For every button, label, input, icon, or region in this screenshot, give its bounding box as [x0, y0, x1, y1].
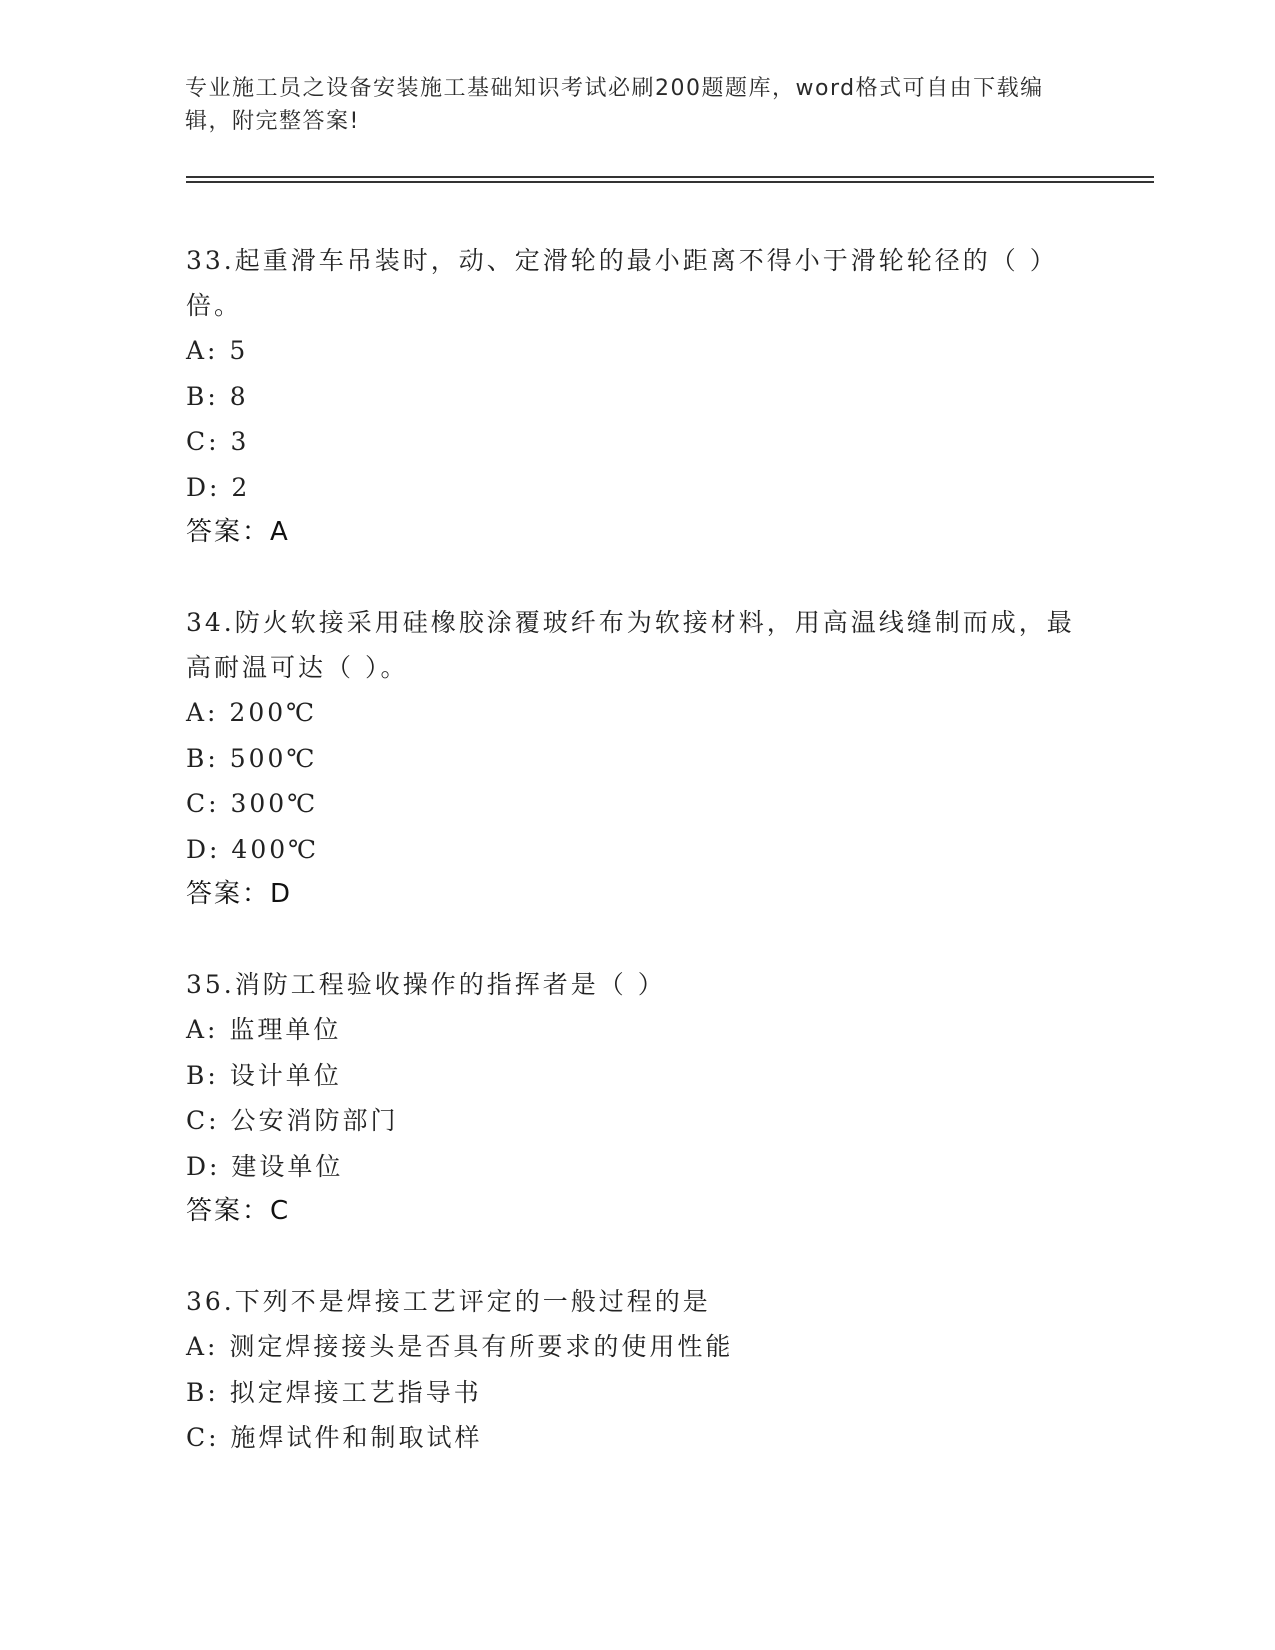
question-stem: 34.防火软接采用硅橡胶涂覆玻纤布为软接材料，用高温线缝制而成，最高耐温可达（ ）。: [186, 608, 1075, 682]
question-34: [186, 600, 1086, 917]
question-stem: 35.消防工程验收操作的指挥者是（ ）: [186, 970, 666, 999]
header-divider-bottom: [186, 181, 1154, 183]
option-a: A: 测定焊接接头是否具有所要求的使用性能: [186, 1332, 734, 1361]
option-c: C: 3: [186, 427, 250, 456]
option-b: B: 500℃: [186, 743, 318, 773]
question-35: [186, 962, 1086, 1234]
option-c: C: 施焊试件和制取试样: [186, 1423, 483, 1452]
question-33: [186, 238, 1086, 555]
option-d: D: 建设单位: [186, 1151, 344, 1181]
option-b: B: 设计单位: [186, 1060, 342, 1090]
option-c: C: 公安消防部门: [186, 1106, 399, 1135]
option-a: A: 200℃: [186, 698, 318, 727]
option-b: B: 拟定焊接工艺指导书: [186, 1377, 482, 1407]
answer-line: 答案：A: [186, 517, 290, 547]
option-a: A: 5: [186, 336, 249, 365]
question-list: [186, 238, 1086, 1506]
option-b: B: 8: [186, 381, 249, 411]
option-c: C: 300℃: [186, 789, 319, 818]
question-36: [186, 1279, 1086, 1461]
answer-line: 答案：D: [186, 879, 293, 909]
option-d: D: 2: [186, 472, 251, 502]
question-stem: 33.起重滑车吊装时，动、定滑轮的最小距离不得小于滑轮轮径的（ ）倍。: [186, 246, 1058, 320]
answer-line: 答案：C: [186, 1196, 291, 1226]
question-stem: 36.下列不是焊接工艺评定的一般过程的是: [186, 1287, 711, 1316]
option-a: A: 监理单位: [186, 1015, 342, 1044]
header-divider-top: [186, 176, 1154, 178]
document-header: 专业施工员之设备安装施工基础知识考试必刷200题题库，word格式可自由下载编辑，附完整答案!: [185, 76, 1044, 134]
option-d: D: 400℃: [186, 834, 320, 864]
